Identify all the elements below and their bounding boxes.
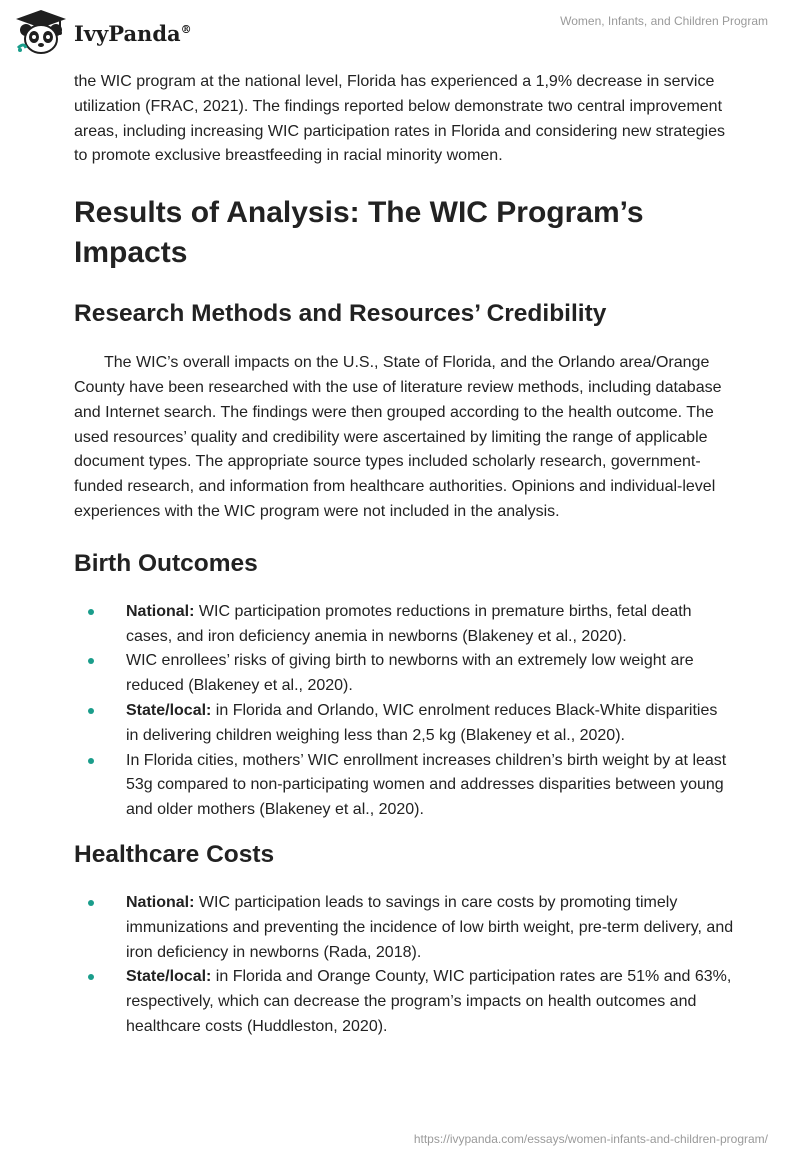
- healthcare-costs-list: [74, 891, 734, 1040]
- bullet-icon: [88, 658, 94, 664]
- bullet-icon: [88, 758, 94, 764]
- panda-graduate-icon: [14, 8, 68, 56]
- logo-wordmark: IvyPanda®: [74, 20, 192, 46]
- bullet-icon: [88, 974, 94, 980]
- list-item: State/local: in Florida and Orange County, WIC participation rates are 51% and 63%, respectively, which can decrease the program’s impacts on health outcomes and healthcare costs (Huddleston, 2020).: [74, 965, 734, 1039]
- list-item: State/local: in Florida and Orlando, WIC enrolment reduces Black-White disparities in delivering children weighing less than 2,5 kg (Blakeney et al., 2020).: [74, 699, 734, 749]
- list-item: National: WIC participation leads to savings in care costs by promoting timely immunizations and preventing the incidence of low birth weight, pre-term delivery, and iron deficiency in newborns (Rada, 2018).: [74, 891, 734, 965]
- document-title: Women, Infants, and Children Program: [560, 14, 768, 28]
- ivypanda-logo[interactable]: [14, 8, 192, 56]
- research-heading: Research Methods and Resources’ Credibility: [74, 300, 607, 328]
- birth-outcomes-list: [74, 600, 734, 823]
- list-item: WIC enrollees’ risks of giving birth to newborns with an extremely low weight are reduced (Blakeney et al., 2020).: [74, 649, 734, 699]
- page-header: [0, 0, 800, 64]
- bullet-icon: [88, 708, 94, 714]
- section-title: Results of Analysis: The WIC Program’s Impacts: [74, 196, 644, 270]
- bullet-icon: [88, 609, 94, 615]
- research-paragraph: The WIC’s overall impacts on the U.S., State of Florida, and the Orlando area/Orange County have been researched with the use of literature review methods, including database and Internet search. The findings were then grouped according to the health outcome. The used resources’ quality and credibility were ascertained by limiting the range of applicable document types. The appropriate source types included scholarly research, government-funded research, and information from healthcare authorities. Opinions and individual-level experiences with the WIC program were not included in the analysis.: [74, 354, 722, 520]
- list-item: National: WIC participation promotes reductions in premature births, fetal death cases, and iron deficiency anemia in newborns (Blakeney et al., 2020).: [74, 600, 734, 650]
- birth-outcomes-heading: Birth Outcomes: [74, 549, 258, 577]
- healthcare-costs-heading: Healthcare Costs: [74, 840, 275, 868]
- intro-paragraph: the WIC program at the national level, Florida has experienced a 1,9% decrease in service utilization (FRAC, 2021). The findings reported below demonstrate two central improvement areas, including increasing WIC participation rates in Florida and considering new strategies to promote exclusive breastfeeding in racial minority women.: [74, 73, 725, 165]
- bullet-icon: [88, 900, 94, 906]
- source-url[interactable]: https://ivypanda.com/essays/women-infants-and-children-program/: [413, 1132, 768, 1146]
- list-item: In Florida cities, mothers’ WIC enrollment increases children’s birth weight by at least 53g compared to non-participating women and addresses disparities between young and older mothers (Blakeney et al., 2020).: [74, 749, 734, 823]
- essay-content: [74, 70, 734, 1040]
